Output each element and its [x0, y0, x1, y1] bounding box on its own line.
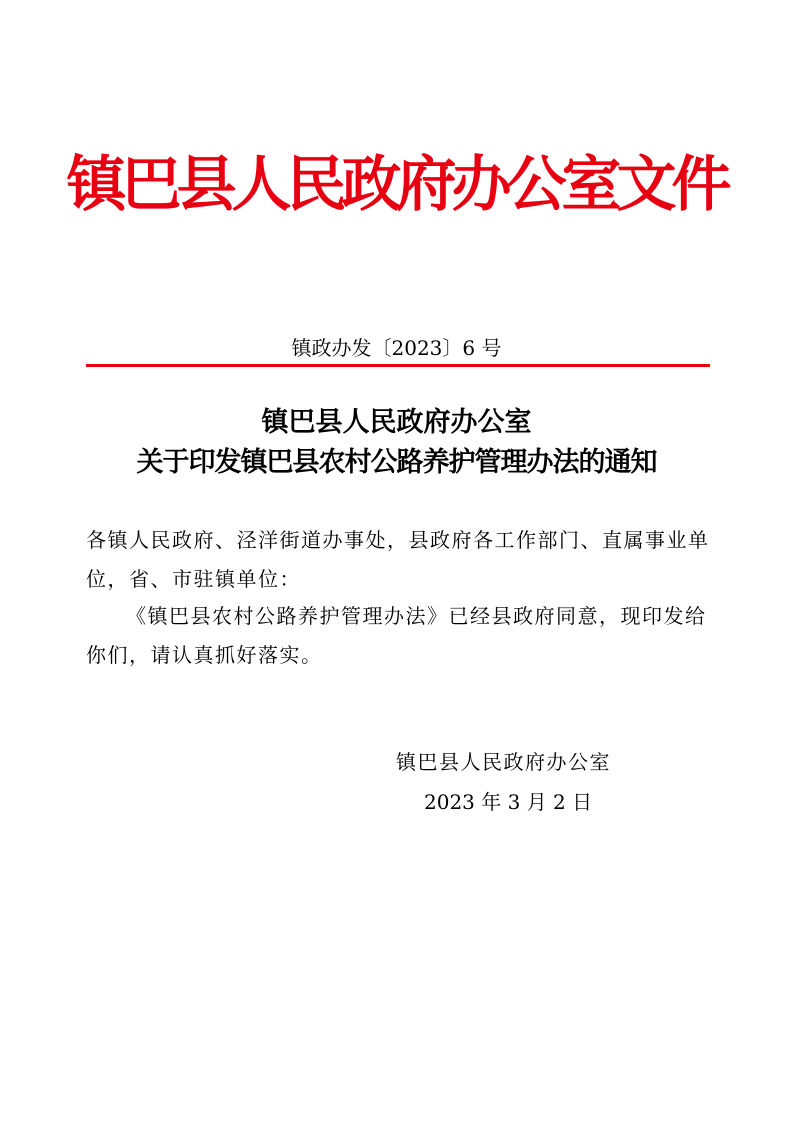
signature-organization: 镇巴县人民政府办公室 — [396, 750, 611, 774]
signature-date: 2023 年 3 月 2 日 — [424, 790, 593, 814]
notice-title-line1: 镇巴县人民政府办公室 — [261, 407, 532, 438]
notice-title-line2: 关于印发镇巴县农村公路养护管理办法的通知 — [136, 447, 657, 478]
addressee-paragraph: 各镇人民政府、泾洋街道办事处，县政府各工作部门、直属事业单位，省、市驻镇单位： — [86, 528, 710, 591]
content-paragraph: 《镇巴县农村公路养护管理办法》已经县政府同意，现印发给你们，请认真抓好落实。 — [86, 604, 707, 667]
document-number: 镇政办发〔2023〕6 号 — [291, 336, 502, 360]
document-red-header: 镇巴县人民政府办公室文件 — [66, 150, 727, 220]
red-separator-line — [86, 364, 710, 367]
